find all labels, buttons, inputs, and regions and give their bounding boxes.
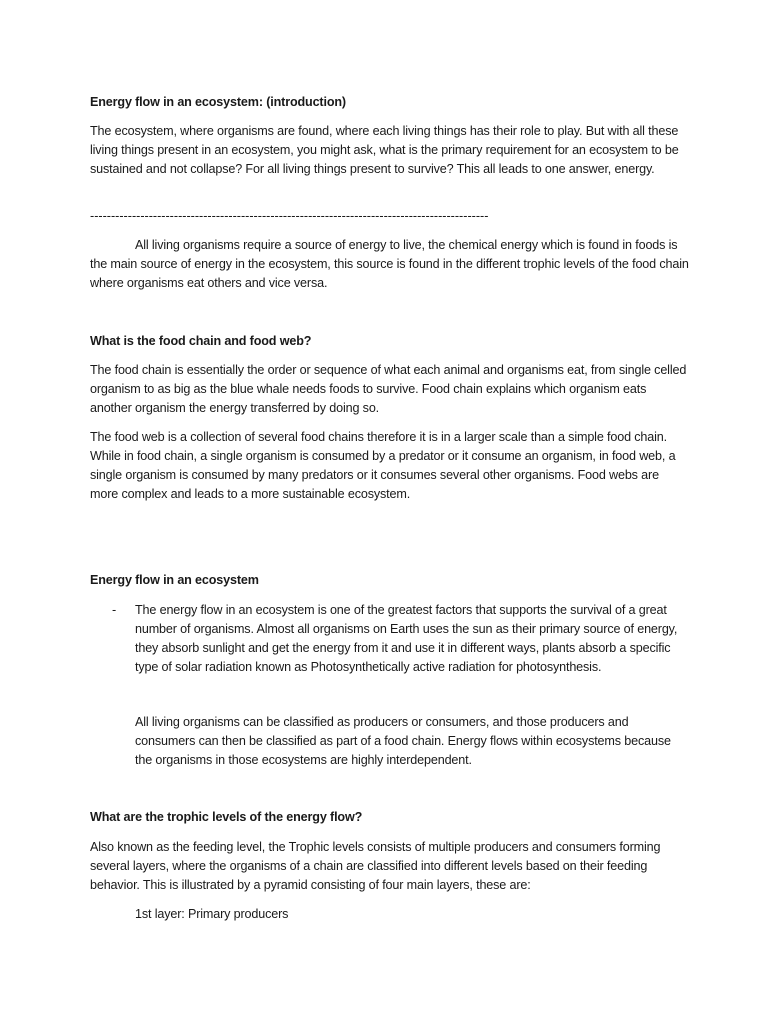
producers-consumers-paragraph: All living organisms can be classified as producers or consumers, and those producers and consumers can then be classified as part of a food chain. Energy flows within ecosystems because the organisms in those ecosystems are highly interdependent. <box>135 715 671 767</box>
bullet-dash: - <box>112 603 117 617</box>
energy-source-paragraph: All living organisms require a source of energy to live, the chemical energy which is found in foods is the main source of energy in the ecosystem, this source is found in the different trophic levels of the food chain where organisms eat others and vice versa. <box>90 238 689 290</box>
section-divider: ----------------------------------------------------------------------------------------------- <box>90 209 489 223</box>
trophic-layer-item: 1st layer: Primary producers <box>135 907 289 921</box>
producers-consumers-block <box>90 713 690 770</box>
food-web-paragraph: The food web is a collection of several food chains therefore it is in a larger scale than a simple food chain. While in food chain, a single organism is consumed by a predator or it consume an organism, in food web, a single organism is consumed by many predators or it consumes several other organisms. Food webs are more complex and leads to a more sustainable ecosystem. <box>90 430 676 501</box>
food-chain-paragraph: The food chain is essentially the order or sequence of what each animal and organisms eat, from single celled organism to as big as the blue whale needs foods to survive. Food chain explains which organism eats another organism the energy transferred by doing so. <box>90 363 687 415</box>
trophic-levels-heading: What are the trophic levels of the energy flow? <box>90 810 363 824</box>
intro-heading: Energy flow in an ecosystem: (introduction) <box>90 95 346 109</box>
intro-paragraph: The ecosystem, where organisms are found, where each living things has their role to play. But with all these living things present in an ecosystem, you might ask, what is the primary requirement for an ecosystem to be sustained and not collapse? For all living things present to survive? This all leads to one answer, energy. <box>90 124 679 176</box>
energy-flow-bullet-paragraph: The energy flow in an ecosystem is one of the greatest factors that supports the survival of a great number of organisms. Almost all organisms on Earth uses the sun as their primary source of energy, they absorb sunlight and get the energy from it and use it in different ways, plants absorb a specific type of solar radiation known as Photosynthetically active radiation for photosynthesis. <box>135 603 678 674</box>
trophic-levels-paragraph: Also known as the feeding level, the Trophic levels consists of multiple producers and consumers forming several layers, where the organisms of a chain are classified into different levels based on their feeding behavior. This is illustrated by a pyramid consisting of four main layers, these are: <box>90 840 661 892</box>
energy-flow-bullet <box>90 601 690 677</box>
food-chain-heading: What is the food chain and food web? <box>90 334 312 348</box>
energy-flow-heading: Energy flow in an ecosystem <box>90 573 259 587</box>
